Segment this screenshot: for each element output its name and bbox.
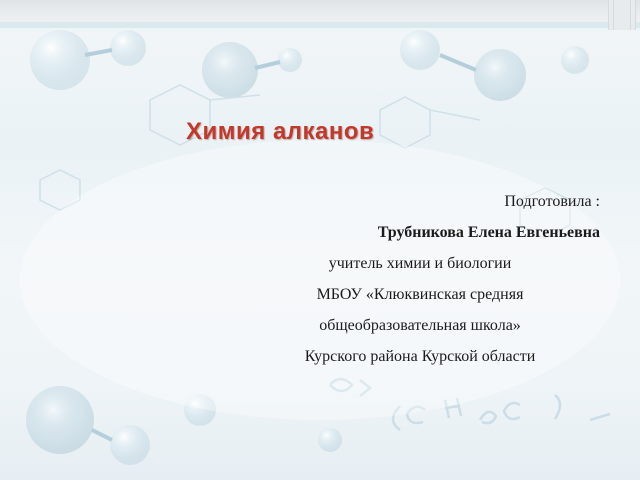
author-label: Подготовила : xyxy=(504,193,600,210)
author-name: Трубникова Елена Евгеньевна xyxy=(377,224,600,241)
school-region: Курского района Курской области xyxy=(304,348,536,365)
slide-title: Химия алканов xyxy=(186,118,375,145)
author-info-block xyxy=(240,190,600,376)
school-name-line1: МБОУ «Клюквинская средняя xyxy=(316,286,524,303)
author-position: учитель химии и биологии xyxy=(328,255,512,272)
school-name-line2: общеобразовательная школа» xyxy=(319,317,521,334)
